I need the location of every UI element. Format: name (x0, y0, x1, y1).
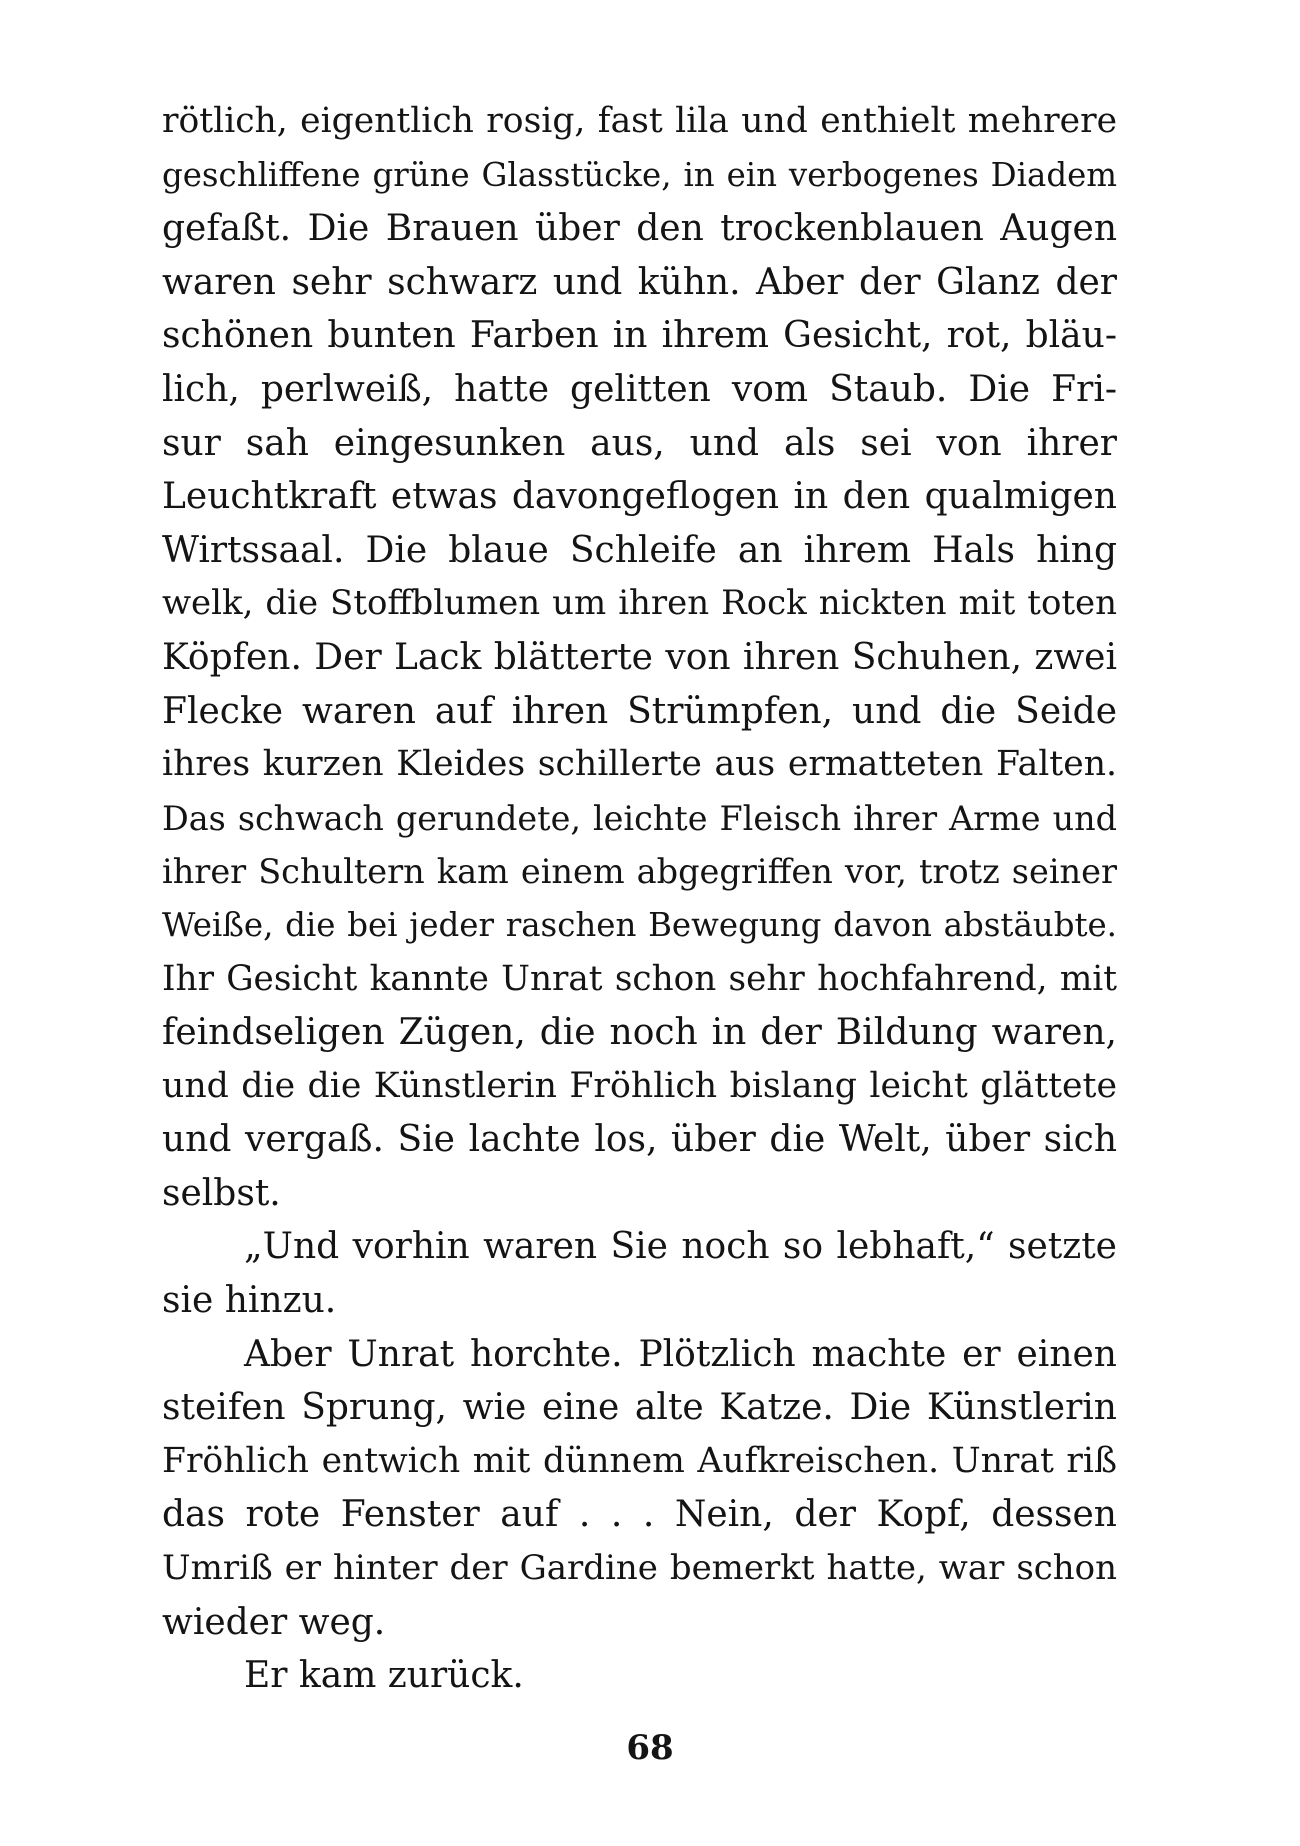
text-line-25: steifen Sprung, wie eine alte Katze. Die Künstlerin (162, 1387, 1117, 1429)
text-line-22: „Und vorhin waren Sie noch so lebhaft,“ setzte (244, 1226, 1117, 1268)
body-text (162, 95, 1117, 1703)
text-line-26: Fröhlich entwich mit dünnem Aufkreischen. Unrat riß (162, 1440, 1117, 1481)
text-line-27: das rote Fenster auf . . . Nein, der Kopf, dessen (162, 1494, 1117, 1536)
text-line-16: Weiße, die bei jeder raschen Bewegung davon abstäubte. (162, 905, 1117, 944)
text-line-9: Wirtssaal. Die blaue Schleife an ihrem Hals hing (162, 529, 1117, 571)
text-line-8: Leuchtkraft etwas davongeflogen in den qualmigen (162, 476, 1117, 518)
text-line-12: Flecke waren auf ihren Strümpfen, und die Seide (162, 690, 1117, 732)
text-line-5: schönen bunten Farben in ihrem Gesicht, rot, bläu- (162, 315, 1117, 357)
text-line-23: sie hinzu. (162, 1280, 337, 1322)
text-line-2: geschliffene grüne Glasstücke, in ein verbogenes Diadem (162, 155, 1117, 194)
text-line-11: Köpfen. Der Lack blätterte von ihren Schuhen, zwei (162, 636, 1117, 678)
text-line-3: gefaßt. Die Brauen über den trockenblauen Augen (162, 208, 1117, 250)
text-line-1: rötlich, eigentlich rosig, fast lila und enthielt mehrere (162, 101, 1117, 141)
text-line-29: wieder weg. (162, 1601, 386, 1643)
text-line-19: und die die Künstlerin Fröhlich bislang leicht glättete (162, 1065, 1117, 1106)
text-line-13: ihres kurzen Kleides schillerte aus ermatteten Falten. (162, 744, 1117, 785)
text-line-17: Ihr Gesicht kannte Unrat schon sehr hochfahrend, mit (162, 958, 1117, 999)
text-line-30: Er kam zurück. (244, 1655, 524, 1697)
text-line-7: sur sah eingesunken aus, und als sei von ihrer (162, 422, 1117, 464)
text-line-14: Das schwach gerundete, leichte Fleisch ihrer Arme und (162, 798, 1117, 838)
text-line-4: waren sehr schwarz und kühn. Aber der Glanz der (162, 261, 1117, 303)
text-line-15: ihrer Schultern kam einem abgegriffen vor, trotz seiner (162, 852, 1117, 892)
text-line-21: selbst. (162, 1172, 281, 1214)
text-line-28: Umriß er hinter der Gardine bemerkt hatte, war schon (162, 1548, 1117, 1589)
text-line-6: lich, perlweiß, hatte gelitten vom Staub. Die Fri- (162, 368, 1117, 410)
text-line-10: welk, die Stoffblumen um ihren Rock nickten mit toten (162, 583, 1117, 624)
page-number: 68 (626, 1728, 674, 1768)
text-line-18: feindseligen Zügen, die noch in der Bildung waren, (162, 1012, 1117, 1054)
text-line-24: Aber Unrat horchte. Plötzlich machte er einen (244, 1333, 1117, 1375)
text-line-20: und vergaß. Sie lachte los, über die Welt, über sich (162, 1119, 1117, 1161)
